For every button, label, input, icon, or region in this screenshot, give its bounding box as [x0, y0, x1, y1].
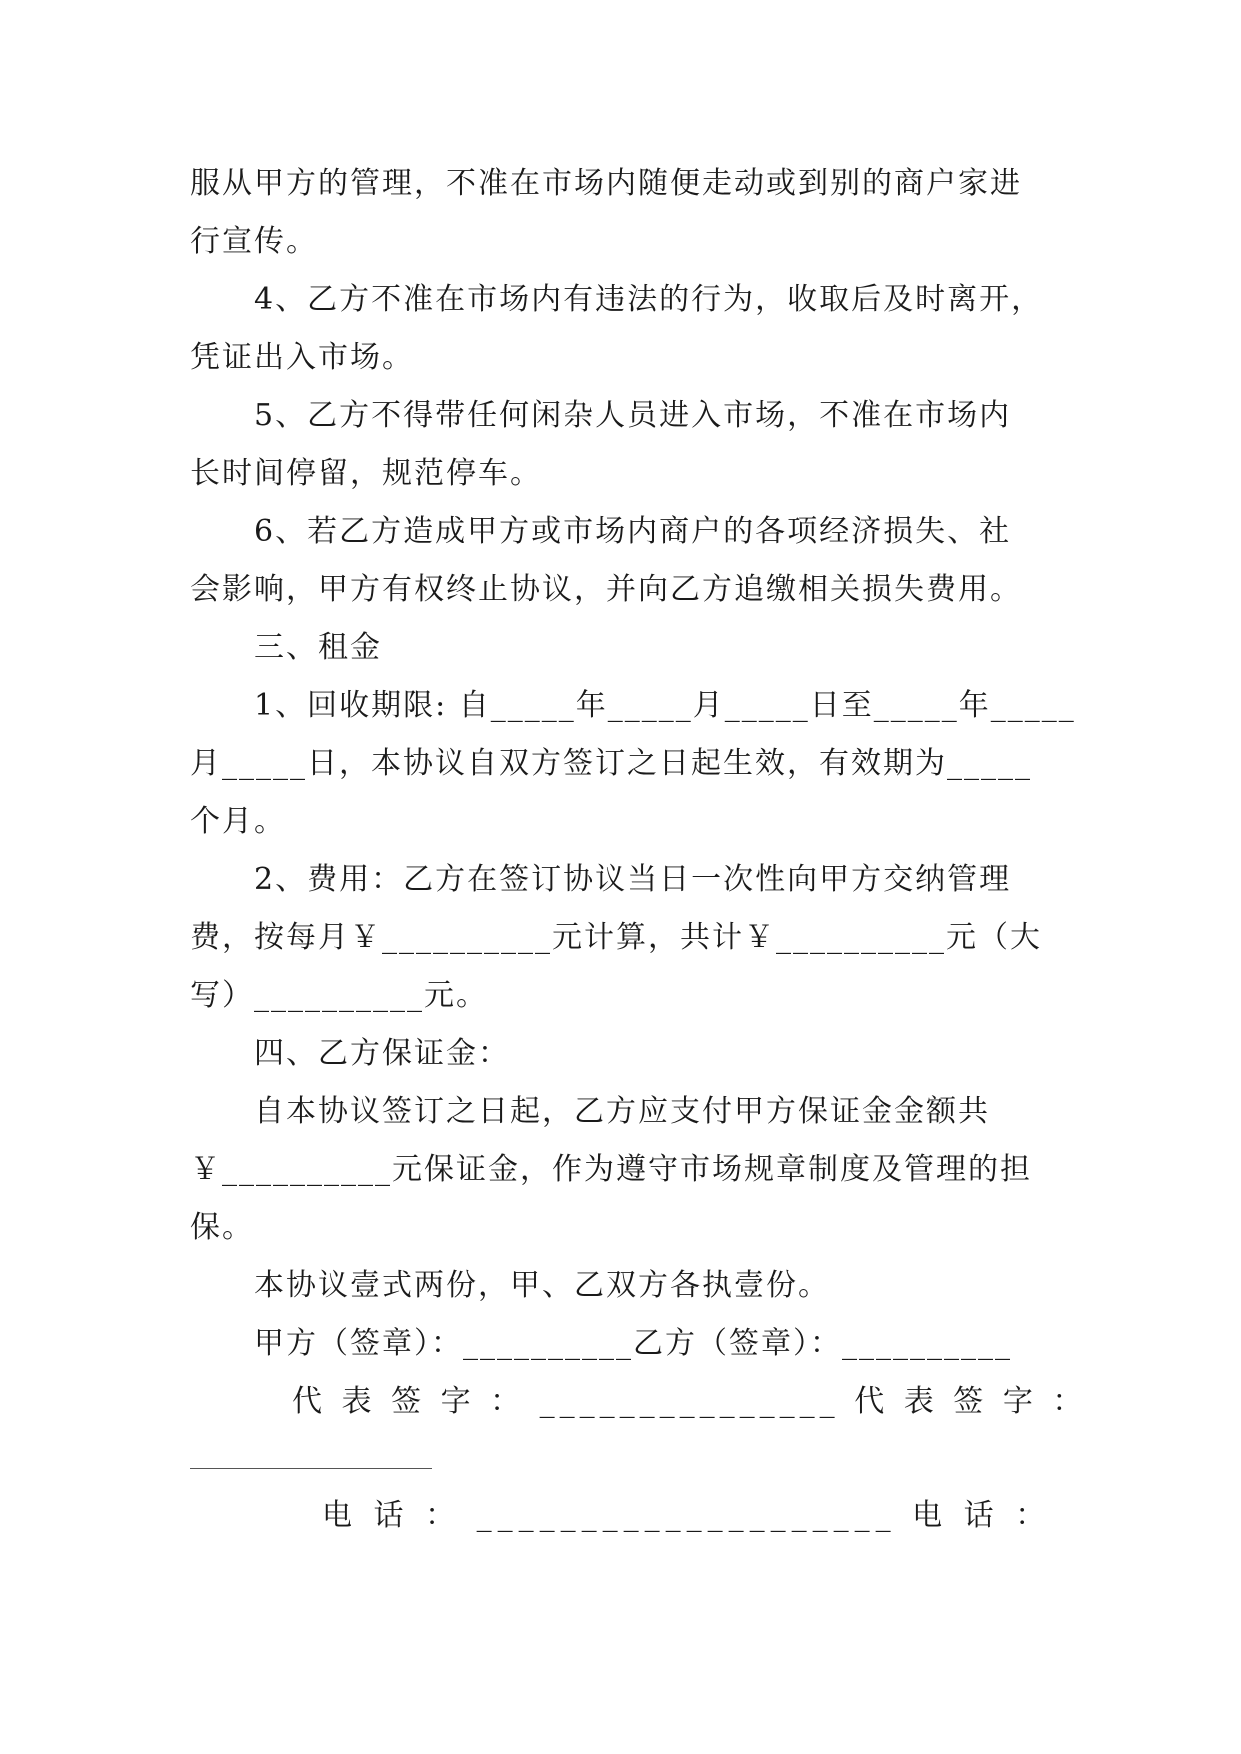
- paragraph-line: 长时间停留，规范停车。: [190, 456, 542, 491]
- paragraph-line: 费，按每月￥__________元计算，共计￥__________元（大: [190, 920, 1042, 955]
- paragraph-line: 月_____日，本协议自双方签订之日起生效，有效期为_____: [190, 746, 1032, 781]
- deposit-paragraph: 自本协议签订之日起，乙方应支付甲方保证金金额共: [254, 1094, 990, 1129]
- paragraph-line: 服从甲方的管理，不准在市场内随便走动或到别的商户家进: [190, 166, 1022, 201]
- paragraph-line: 行宣传。: [190, 224, 318, 259]
- signature-rule: [190, 1468, 432, 1469]
- paragraph-line: 保。: [190, 1210, 254, 1245]
- rent-clause-2: 2、费用：乙方在签订协议当日一次性向甲方交纳管理: [254, 862, 1012, 897]
- phone-line: 电 话 ： ____________________ 电 话 ：: [322, 1498, 1052, 1533]
- paragraph-line: ￥__________元保证金，作为遵守市场规章制度及管理的担: [190, 1152, 1032, 1187]
- party-seal-line: 甲方（签章）：__________乙方（签章）：__________: [254, 1326, 1012, 1361]
- rent-clause-1: 1、回收期限: 自_____年_____月_____日至_____年_____: [254, 688, 1076, 723]
- section-heading-rent: 三、租金: [254, 630, 382, 665]
- paragraph-line: 写）__________元。: [190, 978, 488, 1013]
- clause-4: 4、乙方不准在市场内有违法的行为，收取后及时离开，: [254, 282, 1044, 317]
- paragraph-line: 会影响，甲方有权终止协议，并向乙方追缴相关损失费用。: [190, 572, 1022, 607]
- copies-statement: 本协议壹式两份，甲、乙双方各执壹份。: [254, 1268, 830, 1303]
- clause-5: 5、乙方不得带任何闲杂人员进入市场，不准在市场内: [254, 398, 1012, 433]
- paragraph-line: 凭证出入市场。: [190, 340, 414, 375]
- representative-signature-line: 代 表 签 字 ： _______________ 代 表 签 字 ：: [292, 1384, 1088, 1419]
- clause-6: 6、若乙方造成甲方或市场内商户的各项经济损失、社: [254, 514, 1012, 549]
- paragraph-line: 个月。: [190, 804, 286, 839]
- section-heading-deposit: 四、乙方保证金：: [254, 1036, 510, 1071]
